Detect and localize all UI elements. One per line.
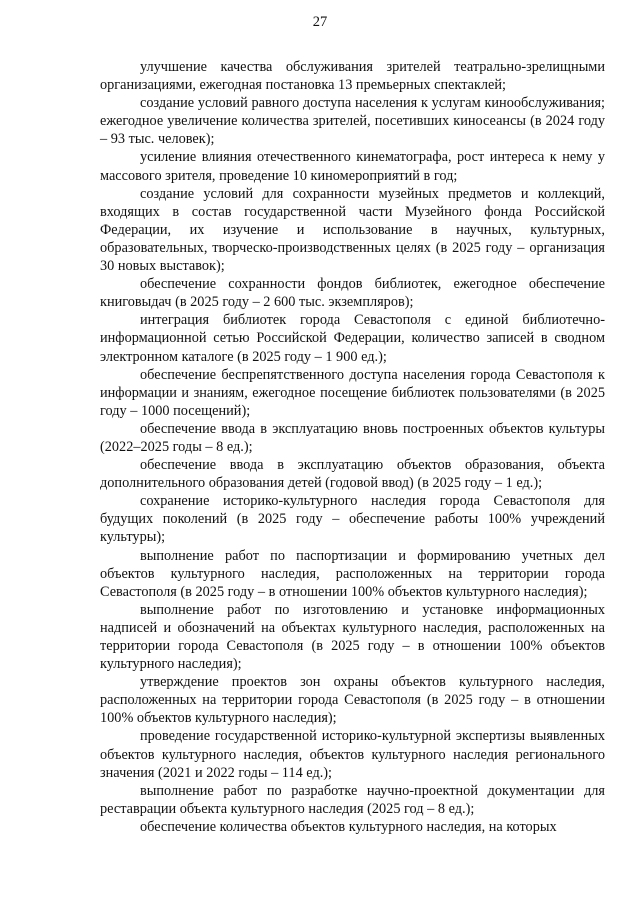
paragraph: обеспечение беспрепятственного доступа населения города Севастополя к информации и знаниям, ежегодное посещение библиотек пользователями (в 2025 году – 1000 посещений); [100, 366, 605, 419]
paragraph: выполнение работ по паспортизации и формированию учетных дел объектов культурного наследия, расположенных на территории города Севастополя (в 2025 году – в отношении 100% объектов культурного наследия); [100, 547, 605, 600]
paragraph: проведение государственной историко-культурной экспертизы выявленных объектов культурного наследия, объектов культурного наследия регионального значения (2021 и 2022 годы – 114 ед.); [100, 728, 605, 781]
paragraph: утверждение проектов зон охраны объектов культурного наследия, расположенных на территории города Севастополя (в 2025 году – в отношении 100% объектов культурного наследия); [100, 674, 605, 727]
paragraph: сохранение историко-культурного наследия города Севастополя для будущих поколений (в 2025 году – обеспечение работы 100% учреждений культуры); [100, 493, 605, 546]
paragraph: обеспечение ввода в эксплуатацию объектов образования, объекта дополнительного образования детей (годовой ввод) (в 2025 году – 1 ед.); [100, 457, 605, 492]
paragraph: создание условий для сохранности музейных предметов и коллекций, входящих в состав государственной части Музейного фонда Российской Федерации, их изучение и использование в научных, культурных, образовательных, творческо-производственных целях (в 2025 году – организация 30 новых выставок); [100, 185, 605, 275]
page-number: 27 [312, 14, 328, 30]
paragraph: выполнение работ по изготовлению и установке информационных надписей и обозначений на объектах культурного наследия, расположенных на территории города Севастополя (в 2025 году – в отношении 100% объектов культурного наследия); [100, 601, 605, 673]
paragraph: интеграция библиотек города Севастополя с единой библиотечно-информационной сетью Российской Федерации, количество записей в сводном электронном каталоге (в 2025 году – 1 900 ед.); [100, 312, 605, 365]
paragraph: создание условий равного доступа населения к услугам кинообслуживания; ежегодное увеличение количества зрителей, посетивших киносеансы (в 2024 году – 93 тыс. человек); [100, 95, 605, 148]
paragraph: усиление влияния отечественного кинематографа, рост интереса к нему у массового зрителя, проведение 10 киномероприятий в год; [100, 149, 605, 184]
paragraph: улучшение качества обслуживания зрителей театрально-зрелищными организациями, ежегодная постановка 13 премьерных спектаклей; [100, 59, 605, 94]
paragraph: обеспечение количества объектов культурного наследия, на которых [140, 818, 557, 835]
paragraph: обеспечение ввода в эксплуатацию вновь построенных объектов культуры (2022–2025 годы – 8 ед.); [100, 420, 605, 455]
document-body [100, 58, 605, 836]
paragraph: обеспечение сохранности фондов библиотек, ежегодное обеспечение книговыдач (в 2025 году – 2 600 тыс. экземпляров); [100, 276, 605, 311]
paragraph: выполнение работ по разработке научно-проектной документации для реставрации объекта культурного наследия (2025 год – 8 ед.); [100, 782, 605, 817]
